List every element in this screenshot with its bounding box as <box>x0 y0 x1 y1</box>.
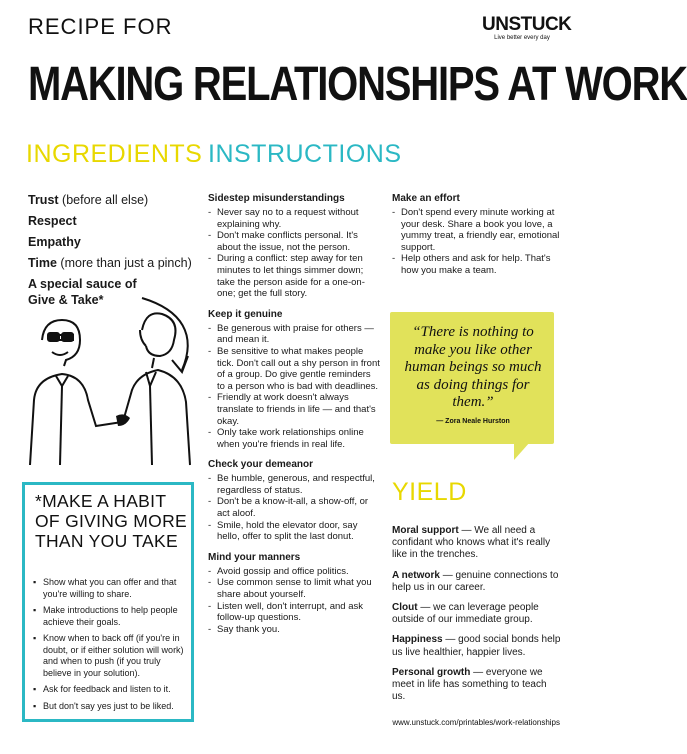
quote-author: — Zora Neale Hurston <box>436 418 510 425</box>
instruction-item: - Avoid gossip and office politics. <box>208 566 380 578</box>
instruction-item: - Smile, hold the elevator door, say hello, offer to split the last donut. <box>208 520 380 543</box>
habit-item: ▪ Show what you can offer and that you're willing to share. <box>33 577 189 600</box>
section-heading: Make an effort <box>392 193 460 204</box>
habit-box <box>22 482 194 722</box>
ingredient-item: Trust (before all else) <box>28 193 149 207</box>
instruction-item: - Don't spend every minute working at your desk. Share a book you love, a yummy treat, a friendly ear, emotional support. <box>392 207 562 253</box>
yield-item: Happiness — good social bonds help us live healthier, happier lives. <box>392 634 561 658</box>
footer-url[interactable]: www.unstuck.com/printables/work-relationships <box>392 718 560 727</box>
handshake-illustration <box>22 290 202 470</box>
yield-item: Moral support — We all need a confidant who knows what it's really like in the trenches. <box>392 525 551 561</box>
instruction-item: - Don't be a know-it-all, a show-off, or act aloof. <box>208 496 380 519</box>
instructions-column-middle <box>208 193 380 644</box>
instruction-item: - Listen well, don't interrupt, and ask follow-up questions. <box>208 601 380 624</box>
section-heading: Sidestep misunderstandings <box>208 193 345 204</box>
section-heading: Check your demeanor <box>208 459 314 471</box>
quote-box <box>390 312 554 444</box>
ingredient-item: Empathy <box>28 235 81 249</box>
section-heading: Keep it genuine <box>208 308 283 320</box>
habit-list <box>33 577 189 717</box>
ingredient-item: Time (more than just a pinch) <box>28 256 192 270</box>
instruction-item: - Help others and ask for help. That's how you make a team. <box>392 253 562 276</box>
habit-item: ▪ Make introductions to help people achieve their goals. <box>33 605 189 628</box>
ingredient-item: Give & Take* <box>28 293 104 307</box>
yield-list <box>392 525 562 711</box>
brand-logo <box>482 14 572 41</box>
yield-item: A network — genuine connections to help us in our career. <box>392 569 559 593</box>
habit-title: *MAKE A HABIT OF GIVING MORE THAN YOU TAKE <box>35 491 187 551</box>
page-title: MAKING RELATIONSHIPS AT WORK <box>28 58 687 111</box>
instruction-item: - During a conflict: step away for ten minutes to let things simmer down; take the person aside for a one-on-one; get the full story. <box>208 253 380 299</box>
instruction-item: - Friendly at work doesn't always translate to friends in life — and that's okay. <box>208 392 380 427</box>
person-right-illustration <box>124 313 190 465</box>
ingredient-item: A special sauce of <box>28 277 137 291</box>
instruction-item: - Never say no to a request without explaining why. <box>208 207 380 230</box>
instruction-item: - Only take work relationships online when you're friends in real life. <box>208 427 380 450</box>
instruction-list <box>208 207 380 300</box>
instructions-heading: INSTRUCTIONS <box>208 140 402 168</box>
ingredients-heading: INGREDIENTS <box>26 140 203 168</box>
recipe-for-label: RECIPE FOR <box>28 14 173 39</box>
yield-heading: YIELD <box>392 478 467 506</box>
ingredient-item: Respect <box>28 214 77 228</box>
brand-tagline: Live better every day <box>494 35 550 41</box>
arrow-icon <box>142 298 188 370</box>
habit-item: ▪ Ask for feedback and listen to it. <box>33 684 189 696</box>
instruction-list <box>208 323 380 451</box>
instruction-item: - Be humble, generous, and respectful, regardless of status. <box>208 473 380 496</box>
yield-item: Clout — we can leverage people outside of our immediate group. <box>392 602 539 626</box>
person-left-illustration <box>30 320 122 465</box>
habit-item: ▪ But don't say yes just to be liked. <box>33 701 189 713</box>
brand-name: UNSTUCK <box>482 14 572 35</box>
instruction-item: - Use common sense to limit what you share about yourself. <box>208 577 380 600</box>
instructions-column-right <box>392 193 562 286</box>
instruction-list <box>392 207 562 277</box>
quote-tail <box>514 442 530 460</box>
section-heading: Mind your manners <box>208 551 301 563</box>
instruction-list <box>208 566 380 636</box>
yield-item: Personal growth — everyone we meet in life has something to teach us. <box>392 666 547 703</box>
habit-item: ▪ Know when to back off (if you're in doubt, or if either solution will work) and when to push (if you truly believe in your solution). <box>33 633 189 679</box>
instruction-item: - Be sensitive to what makes people tick. Don't call out a shy person in front of a group. Do give gentle reminders to a person who is bad with deadlines. <box>208 346 380 392</box>
instruction-item: - Don't make conflicts personal. It's about the issue, not the person. <box>208 230 380 253</box>
instruction-item: - Say thank you. <box>208 624 380 636</box>
instruction-item: - Be generous with praise for others — and mean it. <box>208 323 380 346</box>
instruction-list <box>208 473 380 543</box>
quote-text: “There is nothing to make you like other human beings so much as doing things for them.” <box>404 324 542 410</box>
